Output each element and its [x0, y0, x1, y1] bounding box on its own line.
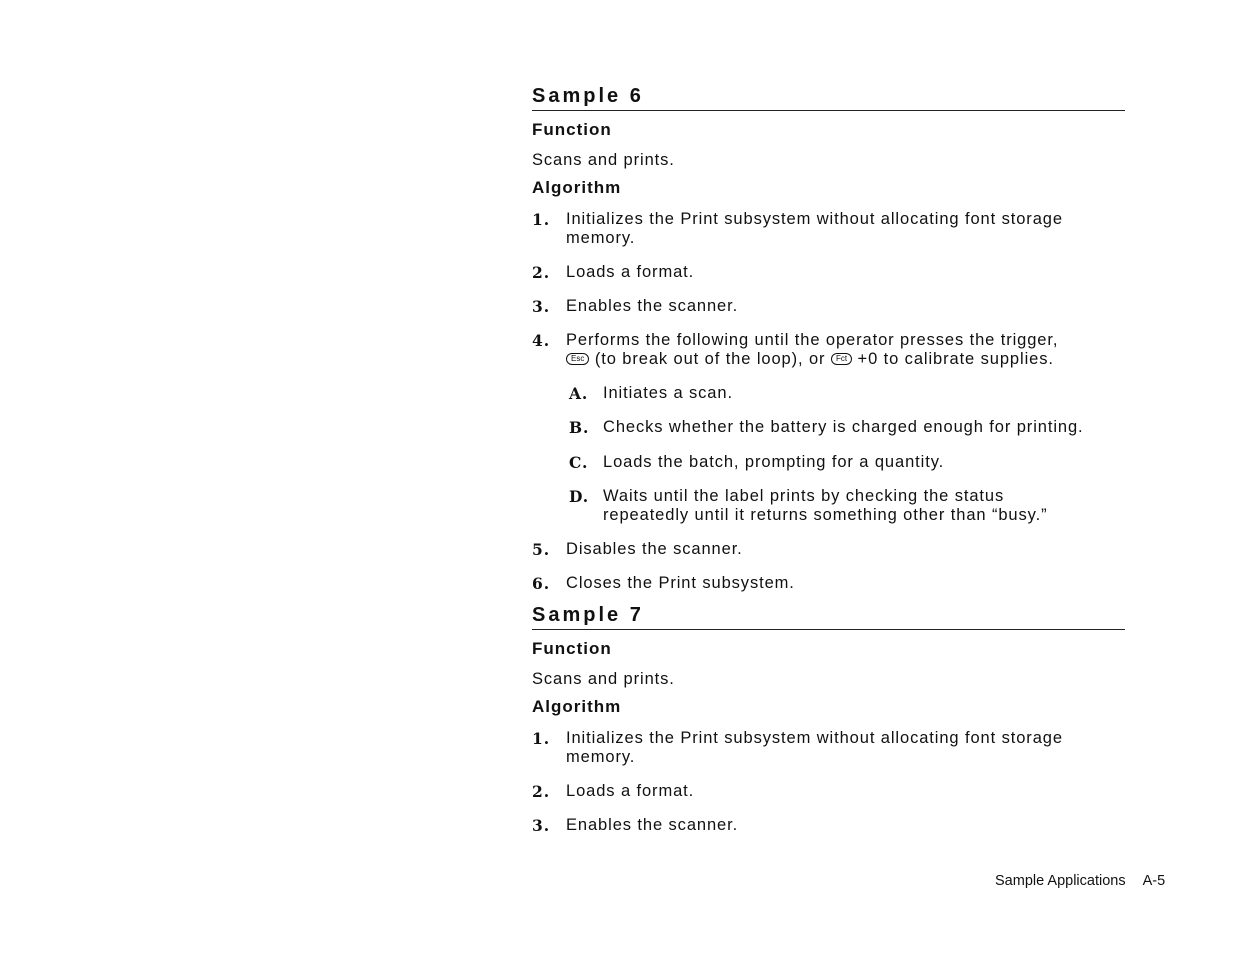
substep-text: Initiates a scan. [603, 384, 733, 402]
substep-text: Loads the batch, prompting for a quantity. [603, 453, 945, 471]
substep-letter: D. [569, 487, 590, 506]
step-text: Loads a format. [566, 782, 695, 800]
sample7-step-3 [532, 816, 1125, 835]
sample7-step-2 [532, 782, 1125, 801]
sample6-step-4 [532, 331, 1125, 369]
sample6-algorithm-heading: Algorithm [532, 178, 622, 197]
step-number: 5. [532, 540, 551, 559]
substep-text: Checks whether the battery is charged enough for printing. [603, 418, 1084, 436]
step-text: Initializes the Print subsystem without allocating font storage memory. [566, 210, 1063, 247]
sample6-substep-d [532, 487, 1073, 525]
page-content [532, 84, 1125, 835]
step-number: 2. [532, 782, 551, 801]
sample6-step-5 [532, 540, 1125, 559]
sample7-step-1 [532, 729, 1125, 767]
substep-text: Waits until the label prints by checking the status repeatedly until it returns something other than “busy.” [603, 487, 1048, 524]
step-number: 4. [532, 331, 551, 350]
step-number: 1. [532, 210, 551, 229]
page-footer [995, 873, 1165, 889]
sample6-step-1 [532, 210, 1125, 248]
step-number: 3. [532, 816, 551, 835]
footer-page-number: A-5 [1142, 873, 1166, 889]
step-number: 3. [532, 297, 551, 316]
sample6-substep-c [532, 453, 1125, 472]
sample6-step-2 [532, 263, 1125, 282]
sample7-title: Sample 7 [532, 603, 1125, 630]
footer-section-name: Sample Applications [995, 873, 1126, 889]
sample6-function-heading: Function [532, 120, 612, 139]
step-text: Enables the scanner. [566, 297, 739, 315]
sample6-substep-a [532, 384, 1125, 403]
sample7-function-heading: Function [532, 639, 612, 658]
sample7-algorithm-heading: Algorithm [532, 697, 622, 716]
substep-letter: A. [569, 384, 589, 403]
esc-key-icon: Esc [566, 353, 589, 365]
step-text: Closes the Print subsystem. [566, 574, 795, 592]
step-number: 2. [532, 263, 551, 282]
substep-letter: B. [569, 418, 590, 437]
step-text: Enables the scanner. [566, 816, 739, 834]
fct-key-icon: Fct [831, 353, 852, 365]
sample6-title: Sample 6 [532, 84, 1125, 111]
sample6-step-6 [532, 574, 1125, 593]
step-number: 6. [532, 574, 551, 593]
sample6-substep-b [532, 418, 1125, 437]
step-number: 1. [532, 729, 551, 748]
step-text-cont: (to break out of the loop), or [589, 350, 831, 368]
step-text: Loads a format. [566, 263, 695, 281]
step-text: Initializes the Print subsystem without allocating font storage memory. [566, 729, 1063, 766]
sample6-step-3 [532, 297, 1125, 316]
sample6-function-text: Scans and prints. [532, 151, 675, 169]
step-text-end: +0 to calibrate supplies. [852, 350, 1054, 368]
step-text: Disables the scanner. [566, 540, 743, 558]
substep-letter: C. [569, 453, 589, 472]
step-text: Performs the following until the operator presses the trigger, [566, 331, 1059, 349]
sample7-function-text: Scans and prints. [532, 670, 675, 688]
